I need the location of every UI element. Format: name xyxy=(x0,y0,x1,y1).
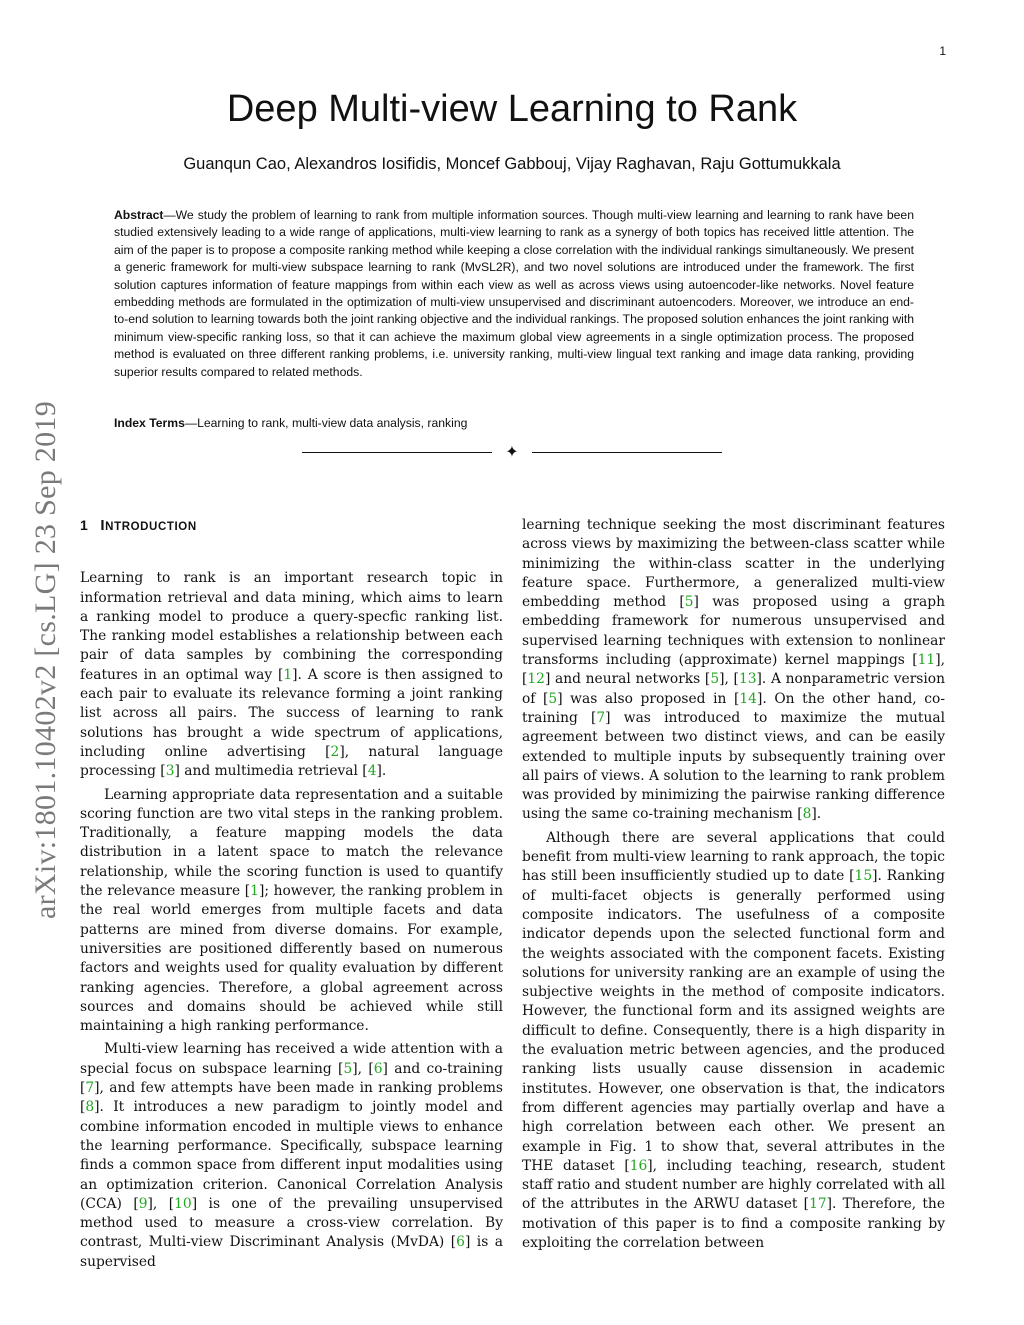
section-title-initial: I xyxy=(100,517,106,534)
text-run: ] was introduced to maximize the mutual agreement between two distinct views, and can be easily extended to multiple inputs by subsequently training over all pairs of views. A solution to the learning to rank problem was provided by minimizing the pairwise ranking difference using the same co-training mechanism [ xyxy=(522,709,945,823)
text-run: Learning appropriate data representation and a suitable scoring function are two vital steps in the ranking problem. Traditionally, a feature mapping models the data distribution in a latent space to match the relevance relationship, while the scoring function is used to quantify the relevance measure [ xyxy=(80,786,503,900)
paragraph-intro-5 xyxy=(522,829,945,1254)
citation-link[interactable]: 6 xyxy=(456,1234,465,1251)
citation-link[interactable]: 13 xyxy=(738,671,757,688)
divider-line-right xyxy=(532,452,722,453)
text-run: ], [ xyxy=(522,652,945,688)
abstract-label: Abstract xyxy=(114,208,164,222)
citation-link[interactable]: 5 xyxy=(343,1060,353,1077)
citation-link[interactable]: 6 xyxy=(373,1060,383,1077)
left-column xyxy=(80,516,503,1272)
divider-line-left xyxy=(302,452,492,453)
citation-link[interactable]: 1 xyxy=(283,666,293,683)
text-run: ]. A score is then assigned to each pair to evaluate its relevance forming a joint ranking list across all pairs. The success of learning to rank solutions has brought a wide spectrum of applications, including online advertising [ xyxy=(80,666,503,760)
citation-link[interactable]: 12 xyxy=(527,671,545,688)
paragraph-intro-4 xyxy=(522,516,945,825)
index-terms-label: Index Terms xyxy=(114,416,185,430)
text-run: learning technique seeking the most discriminant features across views by maximizing the between-class scatter while minimizing the within-class scatter in the underlying feature space. Furthermore, a generalized multi-view embedding method [ xyxy=(522,517,945,611)
abstract xyxy=(114,207,914,381)
text-run: ]. Ranking of multi-facet objects is generally performed using composite indicators. The usefulness of a composite indicator depends upon the selected functional form and the weights associated with the component facets. Existing solutions for university ranking are an example of using the subjective weights in the method of composite indicators. However, the functional form and its assigned weights are difficult to define. Consequently, there is a high disparity in the evaluation metric between agencies, and the produced ranking lists usually cause dissension in academic institutes. However, one observation is that, the indicators from different agencies may partially overlap and have a high correlation between each other. We present an example in Fig. 1 to show that, several attributes in the THE dataset [ xyxy=(522,868,946,1174)
paragraph-intro-1 xyxy=(80,569,503,781)
citation-link[interactable]: 3 xyxy=(165,763,175,780)
section-number: 1 xyxy=(80,517,89,533)
citation-link[interactable]: 5 xyxy=(710,671,720,688)
text-run: ]. On the other hand, co-training [ xyxy=(522,690,945,726)
citation-link[interactable]: 1 xyxy=(250,883,259,900)
citation-link[interactable]: 10 xyxy=(174,1195,192,1212)
citation-link[interactable]: 4 xyxy=(367,763,377,780)
index-terms xyxy=(114,416,914,430)
text-run: Although there are several applications that could benefit from multi-view learning to rank approach, the topic has still been insufficiently studied up to date [ xyxy=(522,829,945,885)
citation-link[interactable]: 16 xyxy=(629,1157,648,1174)
text-run: ] was proposed using a graph embedding framework for numerous unsupervised and supervised learning techniques with extension to nonlinear transforms including (approximate) kernel mappings [ xyxy=(522,594,945,669)
citation-link[interactable]: 8 xyxy=(802,806,812,823)
paragraph-intro-3 xyxy=(80,1040,503,1272)
text-run: ], and few attempts have been made in ranking problems [ xyxy=(80,1080,503,1116)
paragraph-intro-2 xyxy=(80,786,503,1037)
text-run: ]. A nonparametric version of [ xyxy=(522,671,945,707)
text-run: ] and multimedia retrieval [ xyxy=(174,763,368,780)
author-list: Guanqun Cao, Alexandros Iosifidis, Moncef Gabbouj, Vijay Raghavan, Raju Gottumukkala xyxy=(183,155,841,173)
text-run: ] was also proposed in [ xyxy=(557,690,740,707)
text-run: ], [ xyxy=(352,1060,374,1077)
section-title-rest: NTRODUCTION xyxy=(105,521,197,533)
citation-link[interactable]: 15 xyxy=(854,868,873,885)
text-run: ]; however, the ranking problem in the real world emerges from multiple facets and data patterns are mined from diverse domains. For example, universities are positioned differently based on numerous factors and weights used for quality evaluation by different ranking agencies. Therefore, a global agreement across sources and domains should be achieved while still maintaining a high ranking performance. xyxy=(80,883,503,1035)
citation-link[interactable]: 5 xyxy=(548,690,558,707)
citation-link[interactable]: 8 xyxy=(85,1099,95,1116)
text-run: ] is a supervised xyxy=(80,1234,503,1270)
citation-link[interactable]: 5 xyxy=(684,594,694,611)
citation-link[interactable]: 14 xyxy=(739,690,757,707)
paper-title: Deep Multi-view Learning to Rank xyxy=(226,88,798,130)
text-run: ], natural language processing [ xyxy=(80,743,503,780)
section-heading-introduction xyxy=(80,516,503,537)
page-number: 1 xyxy=(939,44,946,58)
index-terms-text: —Learning to rank, multi-view data analysis, ranking xyxy=(184,416,468,430)
text-run: ]. It introduces a new paradigm to jointly model and combine information encoded in multiple views to enhance the learning performance. Specifically, subspace learning finds a common space from different input modalities using an optimization criterion. Canonical Correlation Analysis (CCA) [ xyxy=(80,1099,503,1212)
citation-link[interactable]: 2 xyxy=(330,743,340,760)
citation-link[interactable]: 7 xyxy=(85,1080,95,1097)
text-run: ] and co-training [ xyxy=(80,1060,503,1097)
divider-star-icon: ✦ xyxy=(505,442,519,461)
arxiv-identifier[interactable]: arXiv:1801.10402v2 [cs.LG] 23 Sep 2019 xyxy=(29,400,62,920)
abstract-text: —We study the problem of learning to rank from multiple information sources. Though multi-view learning and learning to rank have been studied extensively leading to a wide range of applications, multi-view learning to rank as a synergy of both topics has received little attention. The aim of the paper is to propose a composite ranking method while keeping a close correlation with the individual rankings simultaneously. We present a generic framework for multi-view subspace learning to rank (MvSL2R), and two novel solutions are introduced under the framework. The first solution captures information of feature mappings from within each view as well as across views using autoencoder-like networks. Novel feature embedding methods are formulated in the optimization of multi-view unsupervised and discriminant autoencoders. Moreover, we introduce an end-to-end solution to learning towards both the joint ranking objective and the individual rankings. The proposed solution enhances the joint ranking with minimum view-specific ranking loss, so that it can achieve the maximum global view agreements in a single optimization process. The proposed method is evaluated on three different ranking problems, i.e. university ranking, multi-view lingual text ranking and image data ranking, providing superior results compared to related methods. xyxy=(114,208,914,379)
text-run: ] is one of the prevailing unsupervised method used to measure a cross-view correlation. By contrast, Multi-view Discriminant Analysis (MvDA) [ xyxy=(80,1195,503,1251)
citation-link[interactable]: 17 xyxy=(809,1196,827,1213)
section-divider xyxy=(302,443,722,463)
text-run: Learning to rank is an important research topic in information retrieval and data mining, which aims to learn a ranking model to produce a query-specfic ranking list. The ranking model establishes a relationship between each pair of data samples by combining the corresponding features in an optimal way [ xyxy=(80,570,503,683)
text-run: ]. xyxy=(811,806,822,823)
citation-link[interactable]: 11 xyxy=(917,652,936,669)
right-column xyxy=(522,516,945,1253)
text-run: ], [ xyxy=(147,1195,175,1212)
text-run: ] and neural networks [ xyxy=(544,671,711,688)
text-run: Multi-view learning has received a wide attention with a special focus on subspace learning [ xyxy=(80,1041,503,1077)
text-run: ]. xyxy=(376,763,387,780)
text-run: ], including teaching, research, student staff ratio and student number are highly correlated with all of the attributes in the ARWU dataset [ xyxy=(522,1157,946,1213)
text-run: ]. Therefore, the motivation of this paper is to find a composite ranking by exploiting the correlation between xyxy=(522,1196,945,1251)
text-run: ], [ xyxy=(719,671,739,688)
citation-link[interactable]: 7 xyxy=(596,709,606,726)
citation-link[interactable]: 9 xyxy=(138,1195,148,1212)
